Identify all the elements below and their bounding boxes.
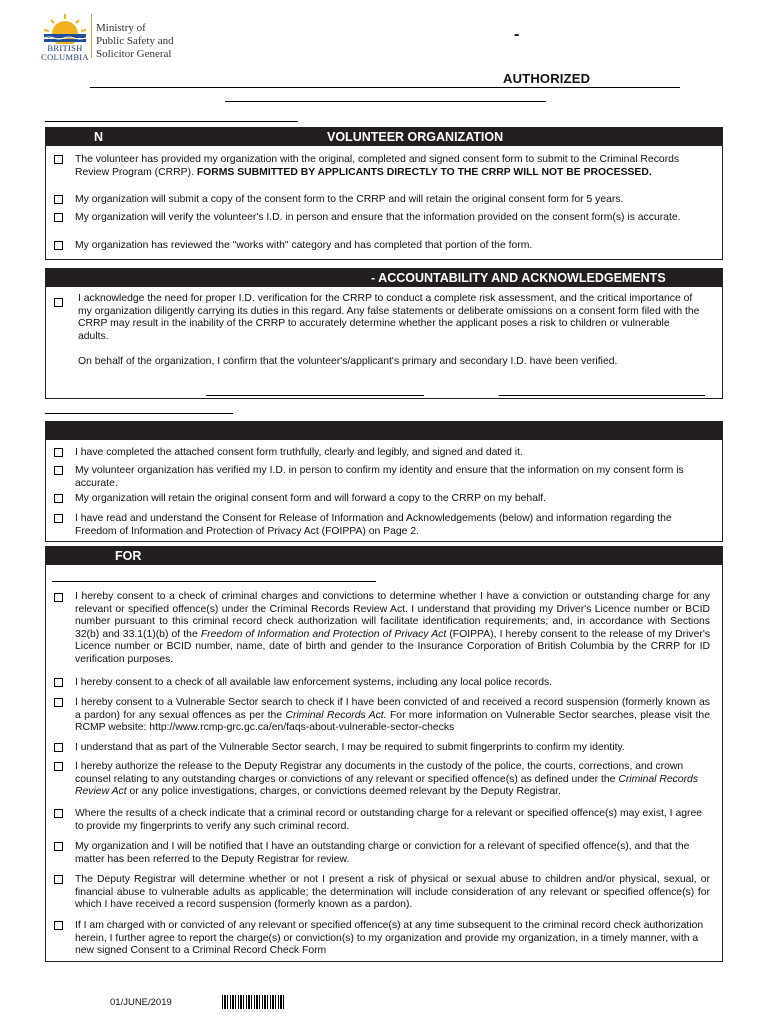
checkbox[interactable] [54,448,63,457]
sun-logo-icon [38,12,92,44]
volunteer-organization-section: N VOLUNTEER ORGANIZATION The volunteer has provided my organization with the original, completed and signed consent form to submit to the Criminal Records Review Program (CRRP). FORMS SUBMITTED BY APPLICANTS DIRECTLY TO THE CRRP WILL NOT BE PROCESSED. My organization will submit a copy of the consent form to the CRRP and will retain the original consent form for 5 years. My organization will verify the volunteer's I.D. in person and ensure that the information provided on the consent form(s) is accurate. My organization has reviewed the "works with" category and has completed that portion of the form. [45,127,723,260]
checkbox[interactable] [54,809,63,818]
title-rule [90,87,680,88]
checkbox[interactable] [54,514,63,523]
checkbox[interactable] [54,466,63,475]
checkbox[interactable] [54,213,63,222]
section-header-bar [46,422,722,440]
checkbox[interactable] [54,743,63,752]
checkbox[interactable] [54,698,63,707]
name-field-line[interactable] [45,121,298,122]
checkbox[interactable] [54,762,63,771]
accountability-section: - ACCOUNTABILITY AND ACKNOWLEDGEMENTS I acknowledge the need for proper I.D. verification for the CRRP to conduct a complete risk assessment, and the critical importance of my organization diligently carrying its duties in this regard. Any false statements or deliberate omissions on a consent form filed with the CRRP may result in the inability of the CRRP to accurately determine whether the applicant poses a risk to children or vulnerable adults. On behalf of the organization, I confirm that the volunteer's/applicant's primary and secondary I.D. have been verified. [45,268,723,399]
checkbox[interactable] [54,842,63,851]
barcode [222,995,284,1009]
section-header-left: FOR [115,549,142,563]
applicant-section: I have completed the attached consent form truthfully, clearly and legibly, and signed and dated it. My volunteer organization has verified my I.D. in person to confirm my identity and ensure that the information on my consent form is accurate. My organization will retain the original consent form and will forward a copy to the CRRP on my behalf. I have read and understand the Consent for Release of Information and Acknowledgements (below) and information regarding the Freedom of Information and Protection of Privacy Act (FOIPPA) on Page 2. [45,421,723,542]
section-header-title: VOLUNTEER ORGANIZATION [327,130,504,144]
section-header-title: - ACCOUNTABILITY AND ACKNOWLEDGEMENTS [371,271,666,285]
checkbox[interactable] [54,155,63,164]
title-dash: - [514,26,520,43]
logo-divider [91,14,92,58]
signature-line[interactable] [206,395,424,396]
title-underline [225,101,546,102]
section-header-left: N [94,130,104,144]
date-line[interactable] [499,395,705,396]
ministry-name: Ministry of Public Safety and Solicitor General [96,22,174,60]
bc-logo [38,12,178,62]
checkbox[interactable] [54,678,63,687]
applicant-name-line[interactable] [45,413,233,414]
checkbox[interactable] [54,298,63,307]
checkbox[interactable] [54,875,63,884]
form-date: 01/JUNE/2019 [110,997,172,1008]
consent-section: FOR I hereby consent to a check of criminal charges and convictions to determine whether I have a conviction or outstanding charge for any relevant or specified offence(s) under the Criminal Records Review Act. I understand that providing my Driver's Licence number or BCID number pursuant to this criminal record check authorization will facilitate identification requirements; and, in accordance with Sections 32(b) and 33.1(1)(b) of the Freedom of Information and Protection of Privacy Act (FOIPPA), I hereby consent to the release of my Driver's Licence number or BCID number, name, date of birth and gender to the Insurance Corporation of British Columbia by the CRRP for ID verification purposes. I hereby consent to a check of all available law enforcement systems, including any local police records. I hereby consent to a Vulnerable Sector search to check if I have been convicted of and received a record suspension (formerly known as a pardon) for any sexual offences as per the Criminal Records Act. For more information on Vulnerable Sector searches, please visit the RCMP website: http://www.rcmp-grc.gc.ca/en/faqs-about-vulnerable-sector-checks I understand that as part of the Vulnerable Sector search, I may be required to submit fingerprints to confirm my identity. I hereby authorize the release to the Deputy Registrar any documents in the custody of the police, the courts, corrections, and crown counsel relating to any outstanding charges or convictions of any relevant or specified offence(s) as defined under the Criminal Records Review Act or any police investigations, charges, or convictions deemed relevant by the Deputy Registrar. Where the results of a check indicate that a criminal record or outstanding charge for a relevant or specified offence(s) may exist, I agree to provide my fingerprints to verify any such criminal record. My organization and I will be notified that I have an outstanding charge or conviction for a relevant of specified offence(s), and that the matter has been referred to the Deputy Registrar for review. The Deputy Registrar will determine whether or not I present a risk of physical or sexual abuse to children and/or physical, sexual, or financial abuse to vulnerable adults as applicable; the determination will include consideration of any relevant or specified offence(s) for which I have received a record suspension (formerly known as a pardon). If I am charged with or convicted of any relevant or specified offence(s) at any time subsequent to the criminal record check authorization herein, I further agree to report the charge(s) or conviction(s) to my organization and provide my organization, in a timely manner, with a new signed Consent to a Criminal Record Check Form [45,546,723,962]
checkbox[interactable] [54,494,63,503]
section-header-bar [46,269,722,287]
section-header-bar [46,547,722,565]
checkbox[interactable] [54,195,63,204]
checkbox[interactable] [54,921,63,930]
section-header-bar [46,128,722,146]
checkbox[interactable] [54,593,63,602]
checkbox[interactable] [54,241,63,250]
consent-name-line[interactable] [52,581,376,582]
logo-bc-text: BRITISH COLUMBIA [41,43,89,62]
authorized-heading: AUTHORIZED [503,71,591,86]
